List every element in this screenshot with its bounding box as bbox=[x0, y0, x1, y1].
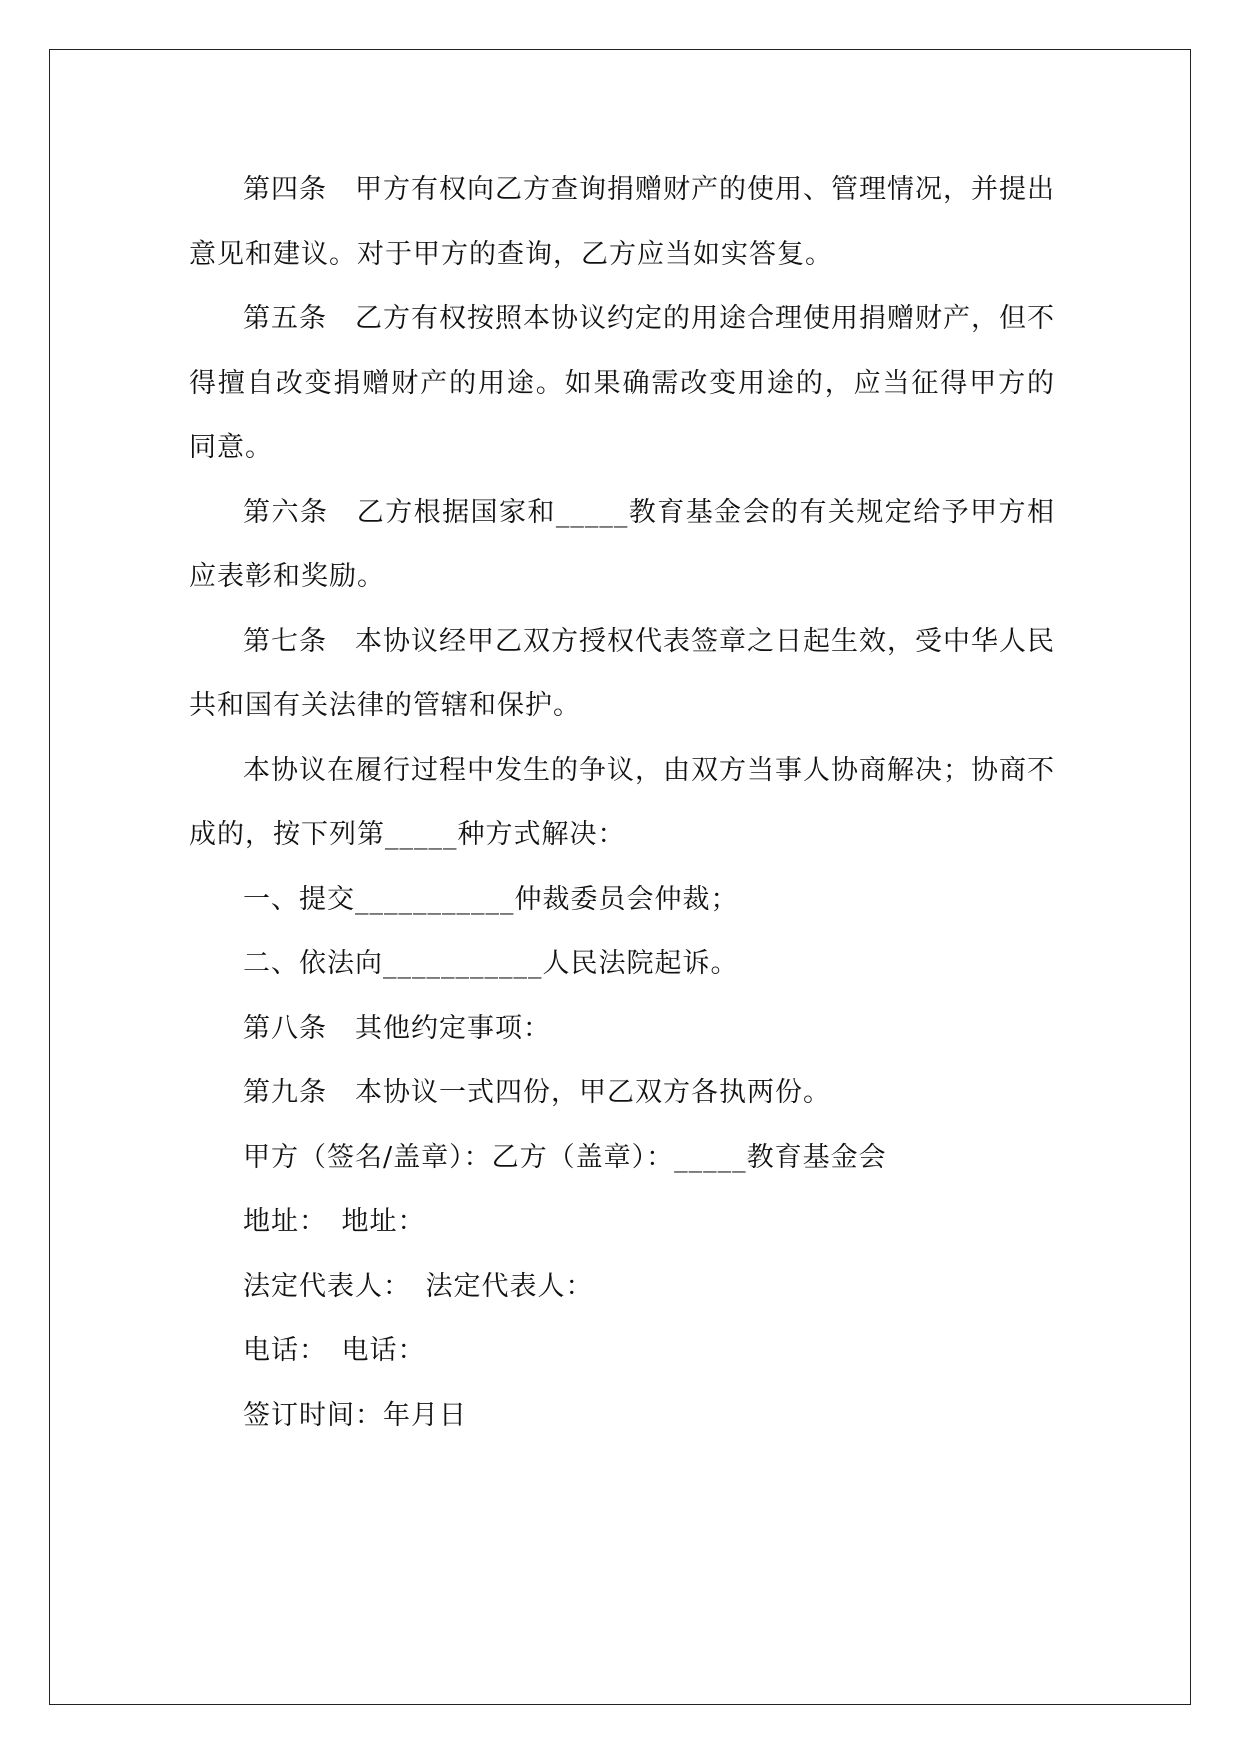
dispute-paragraph: 本协议在履行过程中发生的争议，由双方当事人协商解决；协商不成的，按下列第_____种方式解决： bbox=[189, 754, 1055, 850]
phone-line: 电话： 电话： bbox=[243, 1335, 426, 1366]
article-8-line: 第八条 其他约定事项： bbox=[243, 1012, 551, 1044]
signature-line: 甲方（签名/盖章）：乙方（盖章）：_____教育基金会 bbox=[243, 1141, 887, 1173]
document-body bbox=[189, 158, 1055, 1448]
article-4-paragraph: 第四条 甲方有权向乙方查询捐赠财产的使用、管理情况，并提出意见和建议。对于甲方的查询，乙方应当如实答复。 bbox=[189, 174, 1055, 270]
article-5-paragraph: 第五条 乙方有权按照本协议约定的用途合理使用捐赠财产，但不得擅自改变捐赠财产的用途。如果确需改变用途的，应当征得甲方的同意。 bbox=[189, 303, 1055, 463]
article-9-line: 第九条 本协议一式四份，甲乙双方各执两份。 bbox=[243, 1077, 831, 1108]
option-court: 二、依法向___________人民法院起诉。 bbox=[243, 948, 739, 979]
article-6-paragraph: 第六条 乙方根据国家和_____教育基金会的有关规定给予甲方相应表彰和奖励。 bbox=[189, 496, 1055, 592]
legal-representative-line: 法定代表人： 法定代表人： bbox=[243, 1270, 594, 1302]
address-line: 地址： 地址： bbox=[243, 1206, 426, 1237]
signing-date-line: 签订时间：年月日 bbox=[243, 1399, 467, 1431]
option-arbitration: 一、提交___________仲裁委员会仲裁； bbox=[243, 883, 739, 915]
article-7-paragraph: 第七条 本协议经甲乙双方授权代表签章之日起生效，受中华人民共和国有关法律的管辖和保护。 bbox=[189, 625, 1055, 721]
